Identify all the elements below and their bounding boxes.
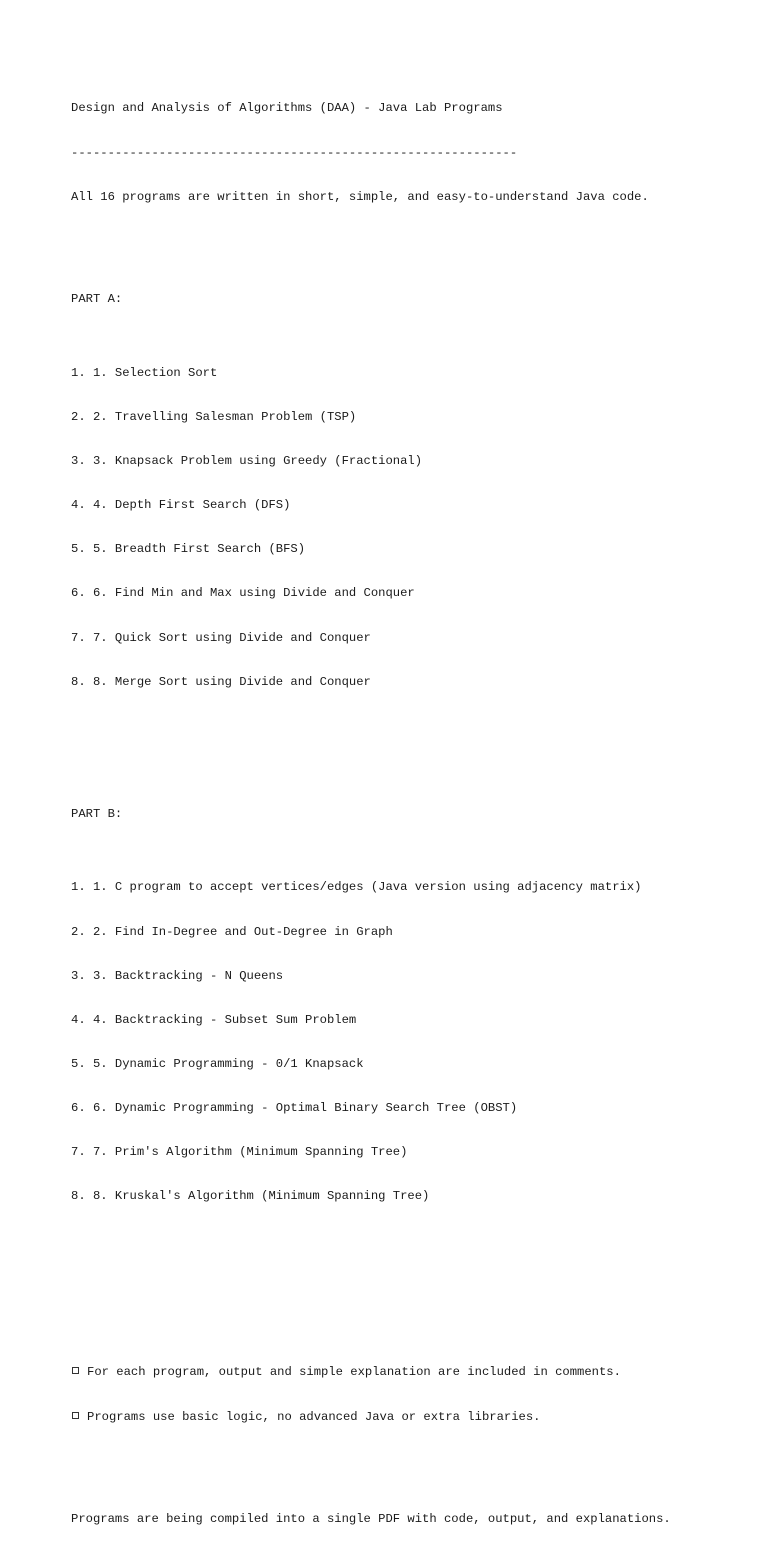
title-rule: -------------------------------------------------------------	[71, 145, 518, 160]
list-item: 8. 8. Kruskal's Algorithm (Minimum Spanning Tree)	[71, 1189, 430, 1204]
list-item: 5. 5. Dynamic Programming - 0/1 Knapsack	[71, 1056, 364, 1071]
part-a-heading: PART A:	[71, 292, 123, 307]
list-item: 5. 5. Breadth First Search (BFS)	[71, 542, 306, 557]
list-item: 6. 6. Find Min and Max using Divide and Conquer	[71, 586, 415, 601]
spacer	[71, 234, 751, 249]
checkbox-bullet-icon	[72, 1367, 79, 1374]
list-item: 7. 7. Quick Sort using Divide and Conquer	[71, 630, 371, 645]
note-item	[71, 1365, 751, 1380]
checkbox-bullet-icon	[72, 1412, 79, 1419]
part-b-list	[71, 851, 751, 1233]
part-b-heading: PART B:	[71, 806, 123, 821]
spacer	[71, 748, 751, 763]
document-page	[71, 72, 751, 1542]
closing-text: Programs are being compiled into a single PDF with code, output, and explanations.	[71, 1512, 671, 1527]
spacer	[71, 1307, 751, 1322]
list-item: 1. 1. Selection Sort	[71, 365, 218, 380]
list-item: 2. 2. Find In-Degree and Out-Degree in Graph	[71, 924, 393, 939]
list-item: 2. 2. Travelling Salesman Problem (TSP)	[71, 410, 357, 425]
part-a-list	[71, 337, 751, 719]
note-text: Programs use basic logic, no advanced Java or extra libraries.	[87, 1409, 541, 1424]
list-item: 1. 1. C program to accept vertices/edges (Java version using adjacency matrix)	[71, 880, 642, 895]
list-item: 4. 4. Backtracking - Subset Sum Problem	[71, 1012, 357, 1027]
note-item	[71, 1410, 751, 1425]
intro-text: All 16 programs are written in short, simple, and easy-to-understand Java code.	[71, 189, 649, 204]
list-item: 4. 4. Depth First Search (DFS)	[71, 498, 291, 513]
document-title: Design and Analysis of Algorithms (DAA) - Java Lab Programs	[71, 101, 503, 116]
list-item: 3. 3. Backtracking - N Queens	[71, 968, 284, 983]
note-text: For each program, output and simple explanation are included in comments.	[87, 1365, 621, 1380]
list-item: 3. 3. Knapsack Problem using Greedy (Fractional)	[71, 454, 423, 469]
spacer	[71, 1454, 751, 1469]
list-item: 6. 6. Dynamic Programming - Optimal Binary Search Tree (OBST)	[71, 1100, 518, 1115]
list-item: 8. 8. Merge Sort using Divide and Conquer	[71, 674, 371, 689]
list-item: 7. 7. Prim's Algorithm (Minimum Spanning Tree)	[71, 1145, 408, 1159]
spacer	[71, 1263, 751, 1278]
